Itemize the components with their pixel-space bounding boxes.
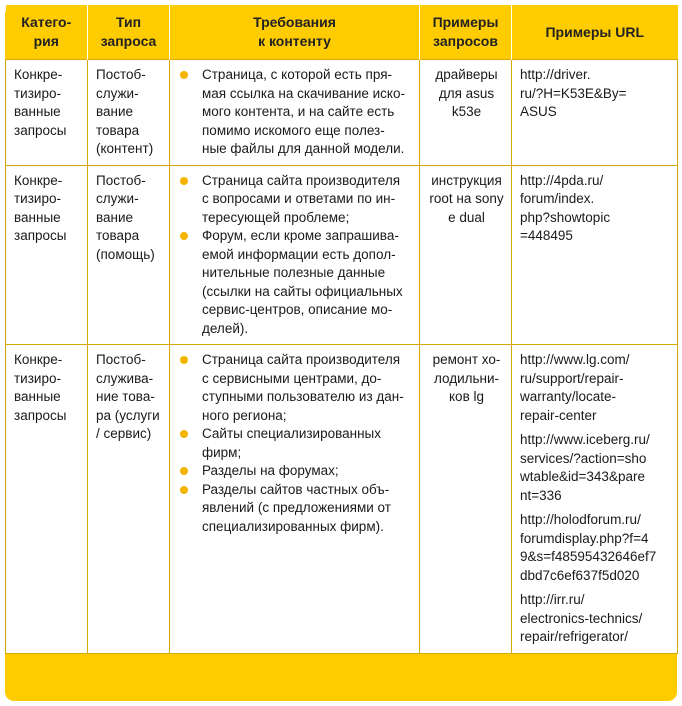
cell-urls bbox=[512, 345, 678, 654]
requirement-text: Разделы на форумах; bbox=[202, 463, 339, 478]
bullet-icon bbox=[180, 177, 188, 185]
requirement-text: Страница сайта производителя с вопросами и ответами по ин- тересующей проблеме; bbox=[202, 172, 401, 225]
list-item bbox=[178, 351, 413, 425]
requirement-text: Форум, если кроме запрашива- емой информации есть допол- нительные полезные данные (ссылки на сайты официальных сервис-центров, описание мо- делей). bbox=[202, 228, 403, 336]
requirement-text: Страница, с которой есть пря- мая ссылка на скачивание иско- мого контента, и на сайте есть помимо искомого еще полез- ные файлы для данной модели. bbox=[202, 67, 405, 156]
requirement-text: Разделы сайтов частных объ- явлений (с предложениями от специализированных фирм). bbox=[202, 481, 391, 534]
list-item bbox=[178, 462, 413, 481]
bullet-icon bbox=[180, 356, 188, 364]
url-link[interactable]: http://www.iceberg.ru/ services/?action=sho wtable&id=343&pare nt=336 bbox=[520, 432, 650, 503]
url-link[interactable]: http://www.lg.com/ ru/support/repair- warranty/locate- repair-center bbox=[520, 352, 630, 423]
cell-category: Конкре- тизиро- ванные запросы bbox=[6, 60, 88, 166]
list-item bbox=[178, 172, 413, 228]
list-item bbox=[178, 425, 413, 462]
bullet-icon bbox=[180, 430, 188, 438]
requirements-list bbox=[178, 351, 413, 536]
header-type: Тип запроса bbox=[88, 5, 170, 60]
bullet-icon bbox=[180, 232, 188, 240]
table-row bbox=[6, 60, 678, 166]
list-item bbox=[178, 66, 413, 159]
bullet-icon bbox=[180, 486, 188, 494]
table-row bbox=[6, 165, 678, 345]
cell-example: инструкция root на sony e dual bbox=[420, 165, 512, 345]
header-examples: Примеры запросов bbox=[420, 5, 512, 60]
cell-category: Конкре- тизиро- ванные запросы bbox=[6, 165, 88, 345]
cell-type: Постоб- служи- вание товара (контент) bbox=[88, 60, 170, 166]
bullet-icon bbox=[180, 71, 188, 79]
list-item bbox=[178, 481, 413, 537]
cell-urls bbox=[512, 60, 678, 166]
requirements-list bbox=[178, 172, 413, 339]
cell-type: Постоб- служи- вание товара (помощь) bbox=[88, 165, 170, 345]
cell-example: драйверы для asus k53e bbox=[420, 60, 512, 166]
url-link[interactable]: http://irr.ru/ electronics-technics/ repair/refrigerator/ bbox=[520, 592, 643, 644]
content-requirements-table bbox=[5, 5, 678, 654]
list-item bbox=[178, 227, 413, 338]
url-link[interactable]: http://holodforum.ru/ forumdisplay.php?f=4 9&s=f48595432646ef7 dbd7c6ef637f5d020 bbox=[520, 512, 657, 583]
header-requirements: Требования к контенту bbox=[170, 5, 420, 60]
bullet-icon bbox=[180, 467, 188, 475]
header-urls: Примеры URL bbox=[512, 5, 678, 60]
cell-urls bbox=[512, 165, 678, 345]
cell-requirements bbox=[170, 60, 420, 166]
cell-type: Постоб- служива- ние това- ра (услуги / сервис) bbox=[88, 345, 170, 654]
header-row bbox=[6, 5, 678, 60]
requirement-text: Сайты специализированных фирм; bbox=[202, 426, 381, 460]
cell-requirements bbox=[170, 345, 420, 654]
url-link[interactable]: http://driver. ru/?H=K53E&By= ASUS bbox=[520, 67, 627, 119]
cell-example: ремонт хо- лодильни- ков lg bbox=[420, 345, 512, 654]
requirement-text: Страница сайта производителя с сервисными центрами, до- ступными пользователю из дан- ного региона; bbox=[202, 352, 404, 423]
requirements-list bbox=[178, 66, 413, 159]
cell-category: Конкре- тизиро- ванные запросы bbox=[6, 345, 88, 654]
cell-requirements bbox=[170, 165, 420, 345]
table-row bbox=[6, 345, 678, 654]
url-link[interactable]: http://4pda.ru/ forum/index. php?showtopic =448495 bbox=[520, 172, 611, 243]
header-category: Катего- рия bbox=[6, 5, 88, 60]
